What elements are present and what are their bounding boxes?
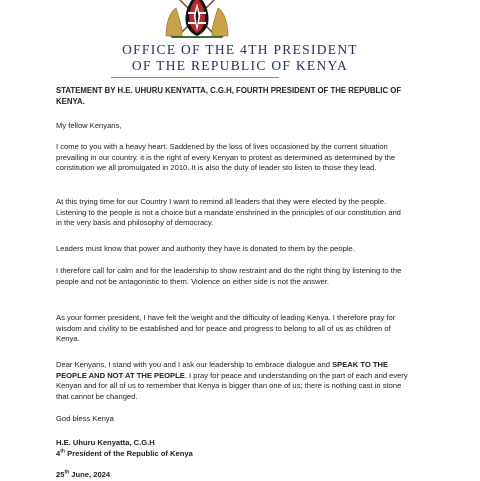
paragraph-6 — [56, 360, 408, 402]
paragraph-4: I therefore call for calm and for the leadership to show restraint and do the right thing by listening to the people and not be antagonistic to them. Violence on either side is not the answer. — [56, 266, 402, 286]
letterhead-line-1: OFFICE OF THE 4TH PRESIDENT — [122, 42, 358, 57]
statement-title: STATEMENT BY H.E. UHURU KENYATTA, C.G.H, FOURTH PRESIDENT OF THE REPUBLIC OF KENYA. — [56, 86, 402, 106]
closing-blessing: God bless Kenya — [56, 414, 114, 423]
salutation: My fellow Kenyans, — [56, 121, 122, 130]
date-suffix: th — [64, 469, 70, 476]
date-rest: June, 2024 — [69, 470, 111, 479]
paragraph-6-emphasis: SPEAK TO THE PEOPLE AND NOT AT THE PEOPLE — [56, 360, 389, 380]
date-day: 25 — [56, 470, 65, 479]
paragraph-6-end: . I pray for peace and understanding on the part of each and every Kenyan and for all of us to remember that Kenya is bigger than one of us; there is nothing cast in stone that cannot be changed. — [56, 370, 408, 401]
paragraph-3: Leaders must know that power and authority they have is donated to them by the people. — [56, 244, 355, 253]
statement-date — [56, 470, 408, 481]
letterhead-line-2: OF THE REPUBLIC OF KENYA — [131, 58, 349, 73]
paragraph-2: At this trying time for our Country I want to remind all leaders that they were elected by the people. Listening to the people is not a choice but a mandate enshrined in the principles of our constitution and in the very basis and philosophy of democracy. — [56, 197, 401, 227]
ordinal-suffix: th — [60, 448, 65, 455]
kenya-coat-of-arms-icon — [164, 0, 230, 38]
signatory-name: H.E. Uhuru Kenyatta, C.G.H — [56, 438, 155, 447]
signatory-role — [56, 449, 408, 460]
paragraph-6-start: Dear Kenyans, I stand with you and I ask our leadership to embrace dialogue and — [56, 360, 333, 369]
letterhead-divider — [111, 77, 279, 78]
role-text: President of the Republic of Kenya — [64, 449, 193, 458]
paragraph-1: I come to you with a heavy heart. Saddened by the loss of lives occasioned by the current situation prevailing in our country. it is the right of every Kenyan to protest as determined as determined by the constitution we all promulgated in 2010. It is also the duty of leader sto listen to those they lead. — [56, 142, 396, 172]
paragraph-5: As your former president, I have felt the weight and the difficulty of leading Kenya. I therefore pray for wisdom and civility to be established and for peace and progress to belong to all of us as children of Kenya. — [56, 313, 396, 343]
ordinal-number: 4 — [56, 449, 61, 458]
